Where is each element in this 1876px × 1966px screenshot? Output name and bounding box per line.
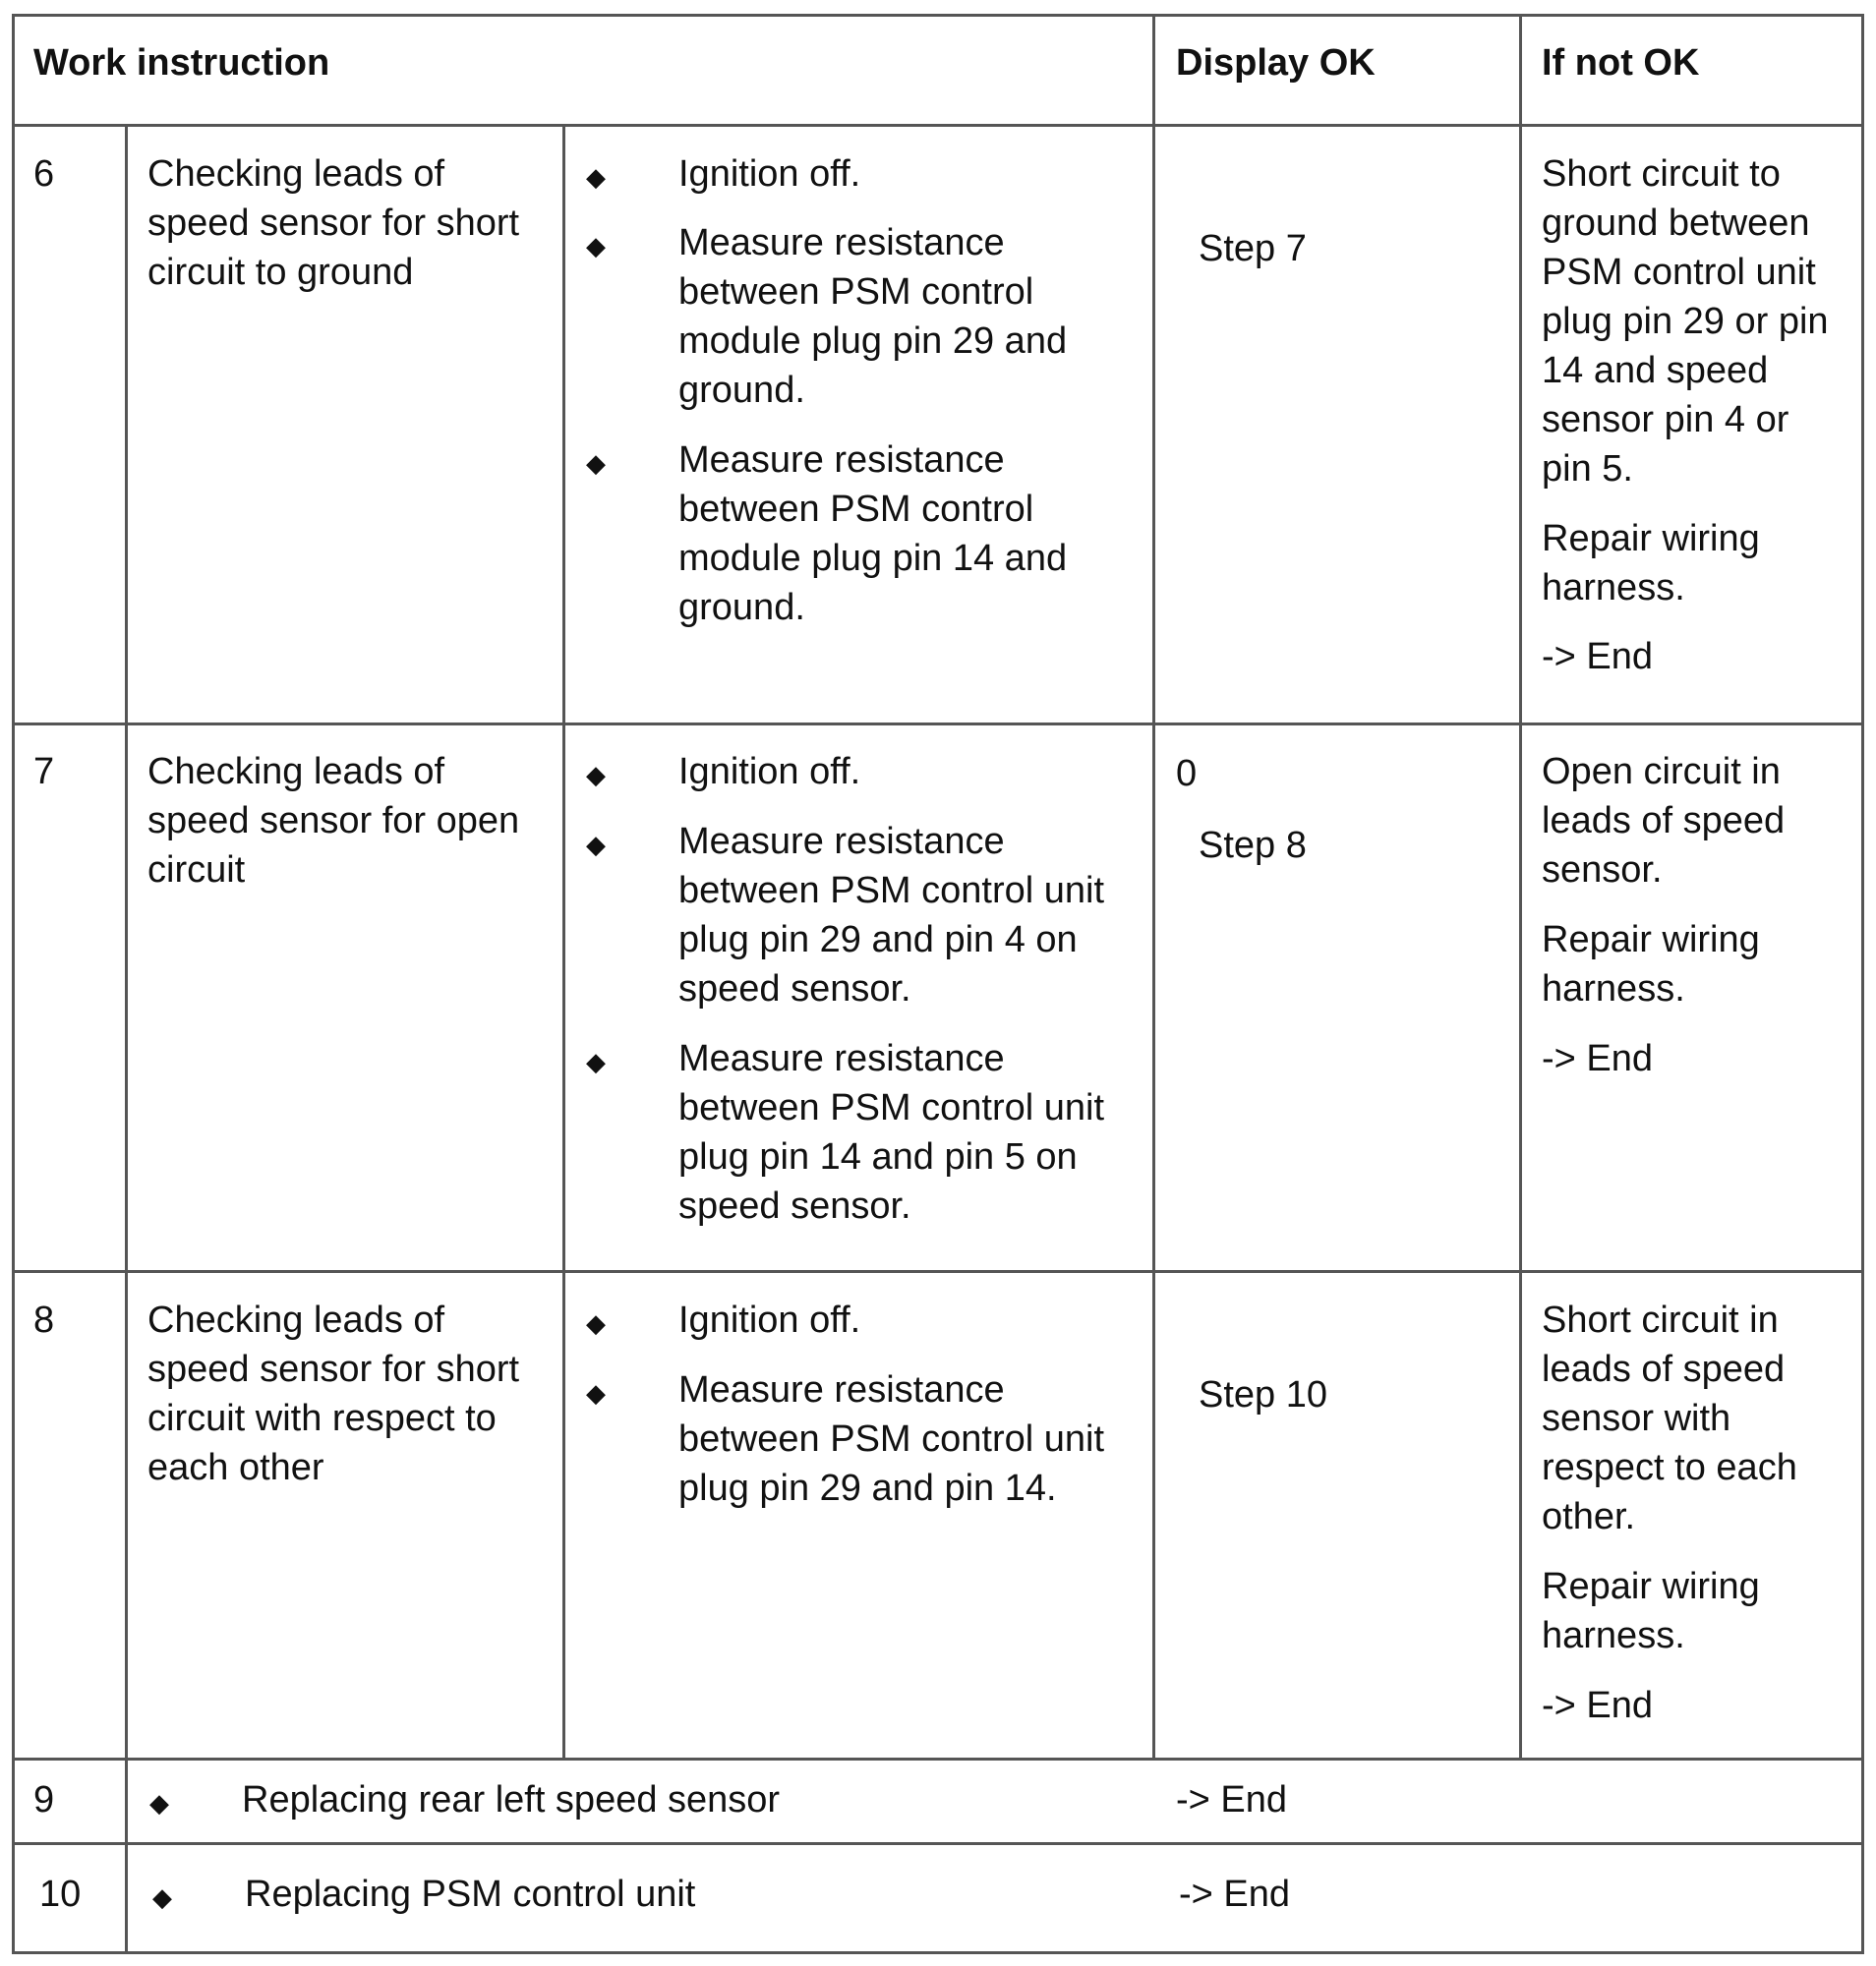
instruction-item: Ignition off. — [678, 153, 861, 195]
diamond-bullet-icon: ◆ — [586, 448, 606, 478]
action-text: Replacing PSM control unit — [245, 1874, 696, 1915]
diamond-bullet-icon: ◆ — [152, 1882, 172, 1912]
instruction-item: Measure resistance between PSM control unit plug pin 29 and pin 14. — [678, 1369, 1105, 1509]
row-8-divider — [12, 1758, 1864, 1761]
if-not-ok-end: -> End — [1542, 1038, 1654, 1079]
instruction-item: Measure resistance between PSM control unit plug pin 29 and pin 4 on speed sensor. — [678, 821, 1105, 1010]
diamond-bullet-icon: ◆ — [586, 231, 606, 260]
step-number: 6 — [33, 153, 55, 195]
action-text: Replacing rear left speed sensor — [242, 1779, 781, 1821]
diamond-bullet-icon: ◆ — [149, 1788, 169, 1818]
if-not-ok-cause: Short circuit to ground between PSM control unit plug pin 29 or pin 14 and speed sensor pin 4 or pin 5. — [1542, 153, 1829, 490]
if-not-ok-remedy: Repair wiring harness. — [1542, 518, 1760, 608]
header-row-divider — [12, 124, 1864, 127]
diamond-bullet-icon: ◆ — [586, 1308, 606, 1338]
step-column-divider — [125, 124, 128, 1954]
action-result: -> End — [1176, 1779, 1288, 1821]
display-ok-reading: 0 — [1176, 753, 1198, 794]
display-ok-column-divider — [1152, 14, 1155, 1761]
if-not-ok-end: -> End — [1542, 1685, 1654, 1726]
instruction-item: Measure resistance between PSM control module plug pin 14 and ground. — [678, 439, 1068, 628]
display-ok-value: Step 7 — [1199, 228, 1307, 269]
step-title: Checking leads of speed sensor for short circuit to ground — [147, 153, 520, 293]
header-display-ok: Display OK — [1176, 42, 1376, 84]
if-not-ok-column-divider — [1519, 14, 1522, 1761]
if-not-ok-remedy: Repair wiring harness. — [1542, 919, 1760, 1010]
diamond-bullet-icon: ◆ — [586, 760, 606, 789]
row-9-divider — [12, 1842, 1864, 1845]
if-not-ok-cause: Short circuit in leads of speed sensor with respect to each other. — [1542, 1300, 1797, 1537]
action-result: -> End — [1179, 1874, 1291, 1915]
instruction-item: Ignition off. — [678, 1300, 861, 1341]
row-7-divider — [12, 1270, 1864, 1273]
instruction-item: Ignition off. — [678, 751, 861, 792]
title-column-divider — [562, 124, 565, 1761]
step-number: 7 — [33, 751, 55, 792]
header-if-not-ok: If not OK — [1542, 42, 1700, 84]
diamond-bullet-icon: ◆ — [586, 1378, 606, 1408]
step-number: 10 — [39, 1874, 82, 1915]
step-title: Checking leads of speed sensor for short circuit with respect to each other — [147, 1300, 520, 1488]
if-not-ok-remedy: Repair wiring harness. — [1542, 1566, 1760, 1656]
diamond-bullet-icon: ◆ — [586, 1047, 606, 1076]
header-work-instruction: Work instruction — [33, 42, 330, 84]
instruction-item: Measure resistance between PSM control module plug pin 29 and ground. — [678, 222, 1068, 411]
instruction-item: Measure resistance between PSM control unit plug pin 14 and pin 5 on speed sensor. — [678, 1038, 1105, 1227]
step-title: Checking leads of speed sensor for open circuit — [147, 751, 520, 891]
diamond-bullet-icon: ◆ — [586, 162, 606, 192]
if-not-ok-cause: Open circuit in leads of speed sensor. — [1542, 751, 1786, 891]
step-number: 8 — [33, 1300, 55, 1341]
step-number: 9 — [33, 1779, 55, 1821]
if-not-ok-end: -> End — [1542, 636, 1654, 677]
display-ok-value: Step 10 — [1199, 1374, 1327, 1416]
row-6-divider — [12, 723, 1864, 725]
display-ok-value: Step 8 — [1199, 825, 1307, 866]
diamond-bullet-icon: ◆ — [586, 830, 606, 859]
